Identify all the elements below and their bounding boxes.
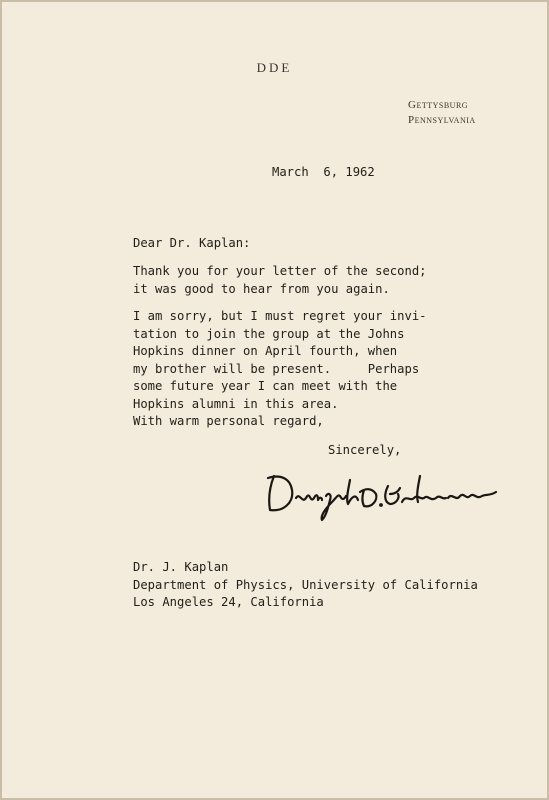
letterhead-initials: DDE [256,60,293,75]
recipient-city: Los Angeles 24, California [133,595,324,609]
body-paragraph-1: Thank you for your letter of the second; it was good to hear from you again. [133,264,427,296]
recipient-address [133,559,478,612]
salutation: Dear Dr. Kaplan: [133,236,251,250]
recipient-name: Dr. J. Kaplan [133,560,229,574]
letterhead-place [408,98,476,128]
body-paragraph-3: With warm personal regard, [133,414,324,428]
body-paragraph-2: I am sorry, but I must regret your invi- tation to join the group at the Johns Hopkins dinner on April fourth, when my brother will be present. Perhaps some future year I can meet with the Hopkins alumni in this area. [133,309,427,411]
recipient-department: Department of Physics, University of California [133,577,478,592]
signature-icon [260,464,510,522]
closing: Sincerely, [328,443,402,457]
place-city: Gettysburg [408,99,469,111]
place-state: Pennsylvania [408,114,476,126]
letter-date: March 6, 1962 [272,165,375,179]
